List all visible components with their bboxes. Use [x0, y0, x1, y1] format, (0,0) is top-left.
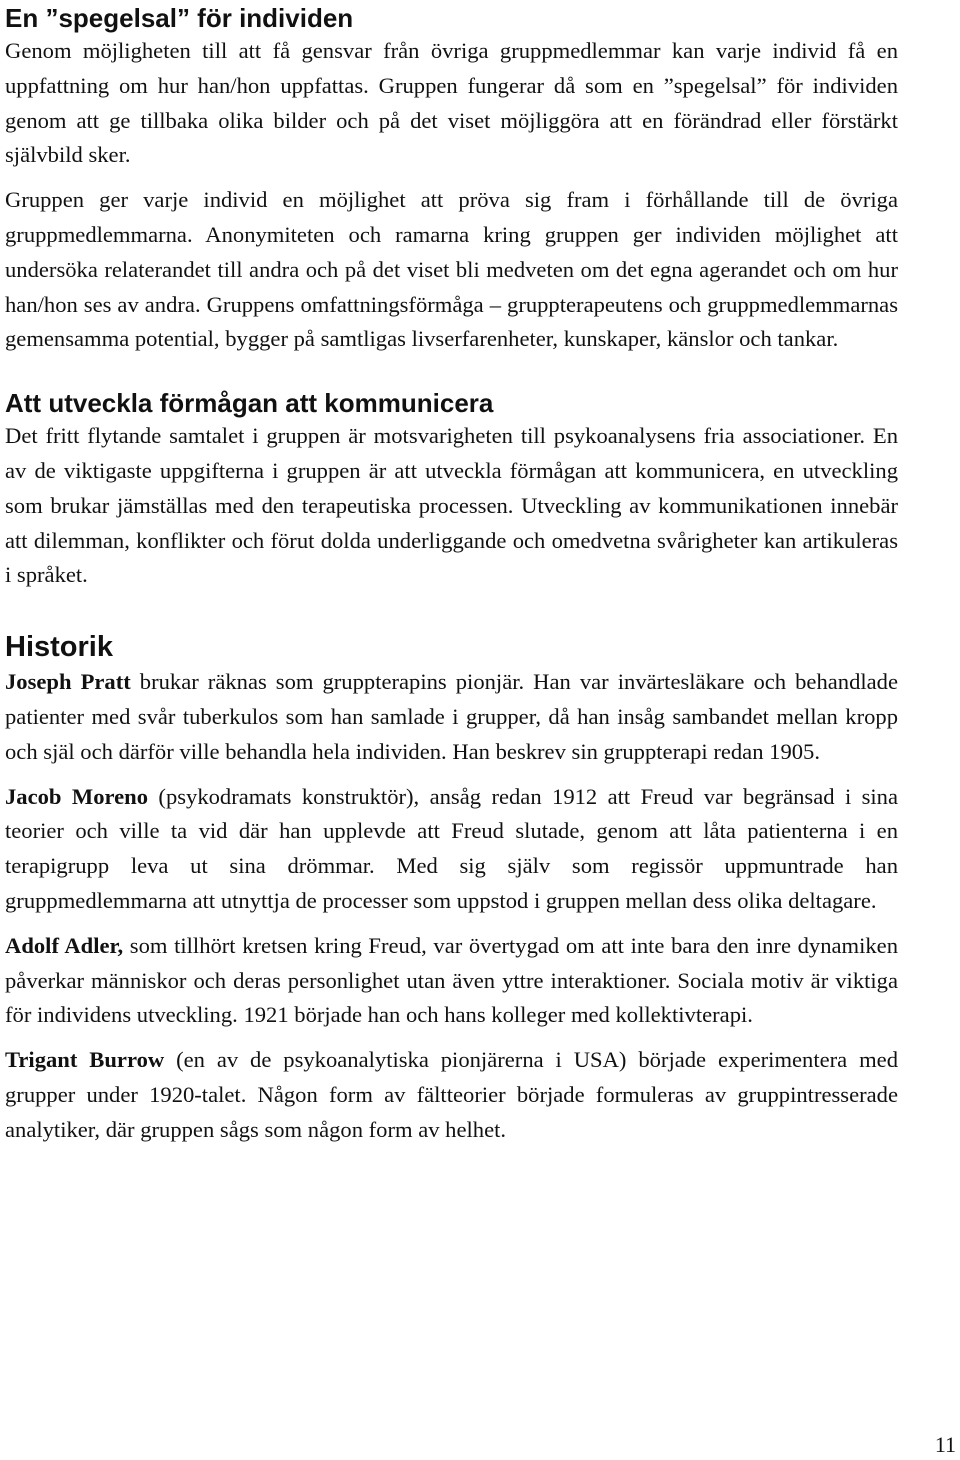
paragraph: Gruppen ger varje individ en möjlighet att pröva sig fram i förhållande till de övriga gruppmedlemmarna. Anonymiteten och ramarna kring gruppen ger individen möjlighet att undersöka relaterandet till andra och på det viset bli medveten om det egna agerandet och om hur han/hon ses av andra. Gruppens omfattningsförmåga – gruppterapeutens och gruppmedlemmarnas gemensamma potential, bygger på samtligas livserfarenheter, kunskaper, känslor och tankar.	[5, 187, 898, 352]
section-heading-kommunicera: Att utveckla förmågan att kommunicera	[5, 388, 494, 419]
paragraph: Det fritt flytande samtalet i gruppen är motsvarigheten till psykoanalysens fria associationer. En av de viktigaste uppgifterna i gruppen är att utveckla förmågan att kommunicera, en utveckling som brukar jämställas med den terapeutiska processen. Utveckling av kommunikationen innebär att dilemman, konflikter och förut dolda underliggande och omedvetna svårigheter kan artikuleras i språket.	[5, 423, 898, 588]
entry-text: som tillhört kretsen kring Freud, var övertygad om att inte bara den inre dynamiken påverkar människor och deras personlighet utan även yttre interaktioner. Sociala motiv är viktiga för individens utveckling. 1921 började han och hans kolleger med kollektivterapi.	[5, 932, 898, 1028]
entry-text: brukar räknas som gruppterapins pionjär. Han var invärtesläkare och behandlade patienter med svår tuberkulos som han samlade i grupper, då han insåg sambandet mellan kropp och själ och därför ville behandla hela individen. Han beskrev sin gruppterapi redan 1905.	[5, 669, 899, 764]
history-entry	[5, 929, 898, 1033]
paragraph: Genom möjligheten till att få gensvar från övriga gruppmedlemmar kan varje individ få en uppfattning om hur han/hon uppfattas. Gruppen fungerar då som en ”spegelsal” för individen genom att ge tillbaka olika bilder och på det viset möjliggöra att en förändrad eller förstärkt självbild sker.	[5, 38, 898, 168]
document-page	[5, 2, 898, 1148]
section-heading-spegelsal: En ”spegelsal” för individen	[5, 3, 354, 33]
person-name: Joseph Pratt	[5, 669, 131, 695]
section-heading-historik: Historik	[5, 631, 113, 664]
page-number: 11	[934, 1432, 956, 1457]
person-name: Adolf Adler,	[5, 932, 124, 958]
history-entry	[5, 1043, 898, 1147]
entry-text: (en av de psykoanalytiska pionjärerna i USA) började experimentera med grupper under 1920-talet. Någon form av fältteorier började formuleras av gruppintresserade analytiker, där gruppen sågs som någon form av helhet.	[5, 1047, 898, 1142]
entry-text: (psykodramats konstruktör), ansåg redan 1912 att Freud var begränsad i sina teorier och ville ta vid där han upplevde att Freud slutade, genom att låta patienterna i en terapigrupp leva ut sina drömmar. Med sig själv som regissör uppmuntrade han gruppmedlemmarna att utnyttja de processer som uppstod i gruppen mellan dess olika deltagare.	[5, 783, 899, 913]
history-entry	[5, 665, 898, 769]
history-entry	[5, 780, 898, 919]
person-name: Jacob Moreno	[5, 783, 149, 809]
person-name: Trigant Burrow	[5, 1047, 165, 1073]
